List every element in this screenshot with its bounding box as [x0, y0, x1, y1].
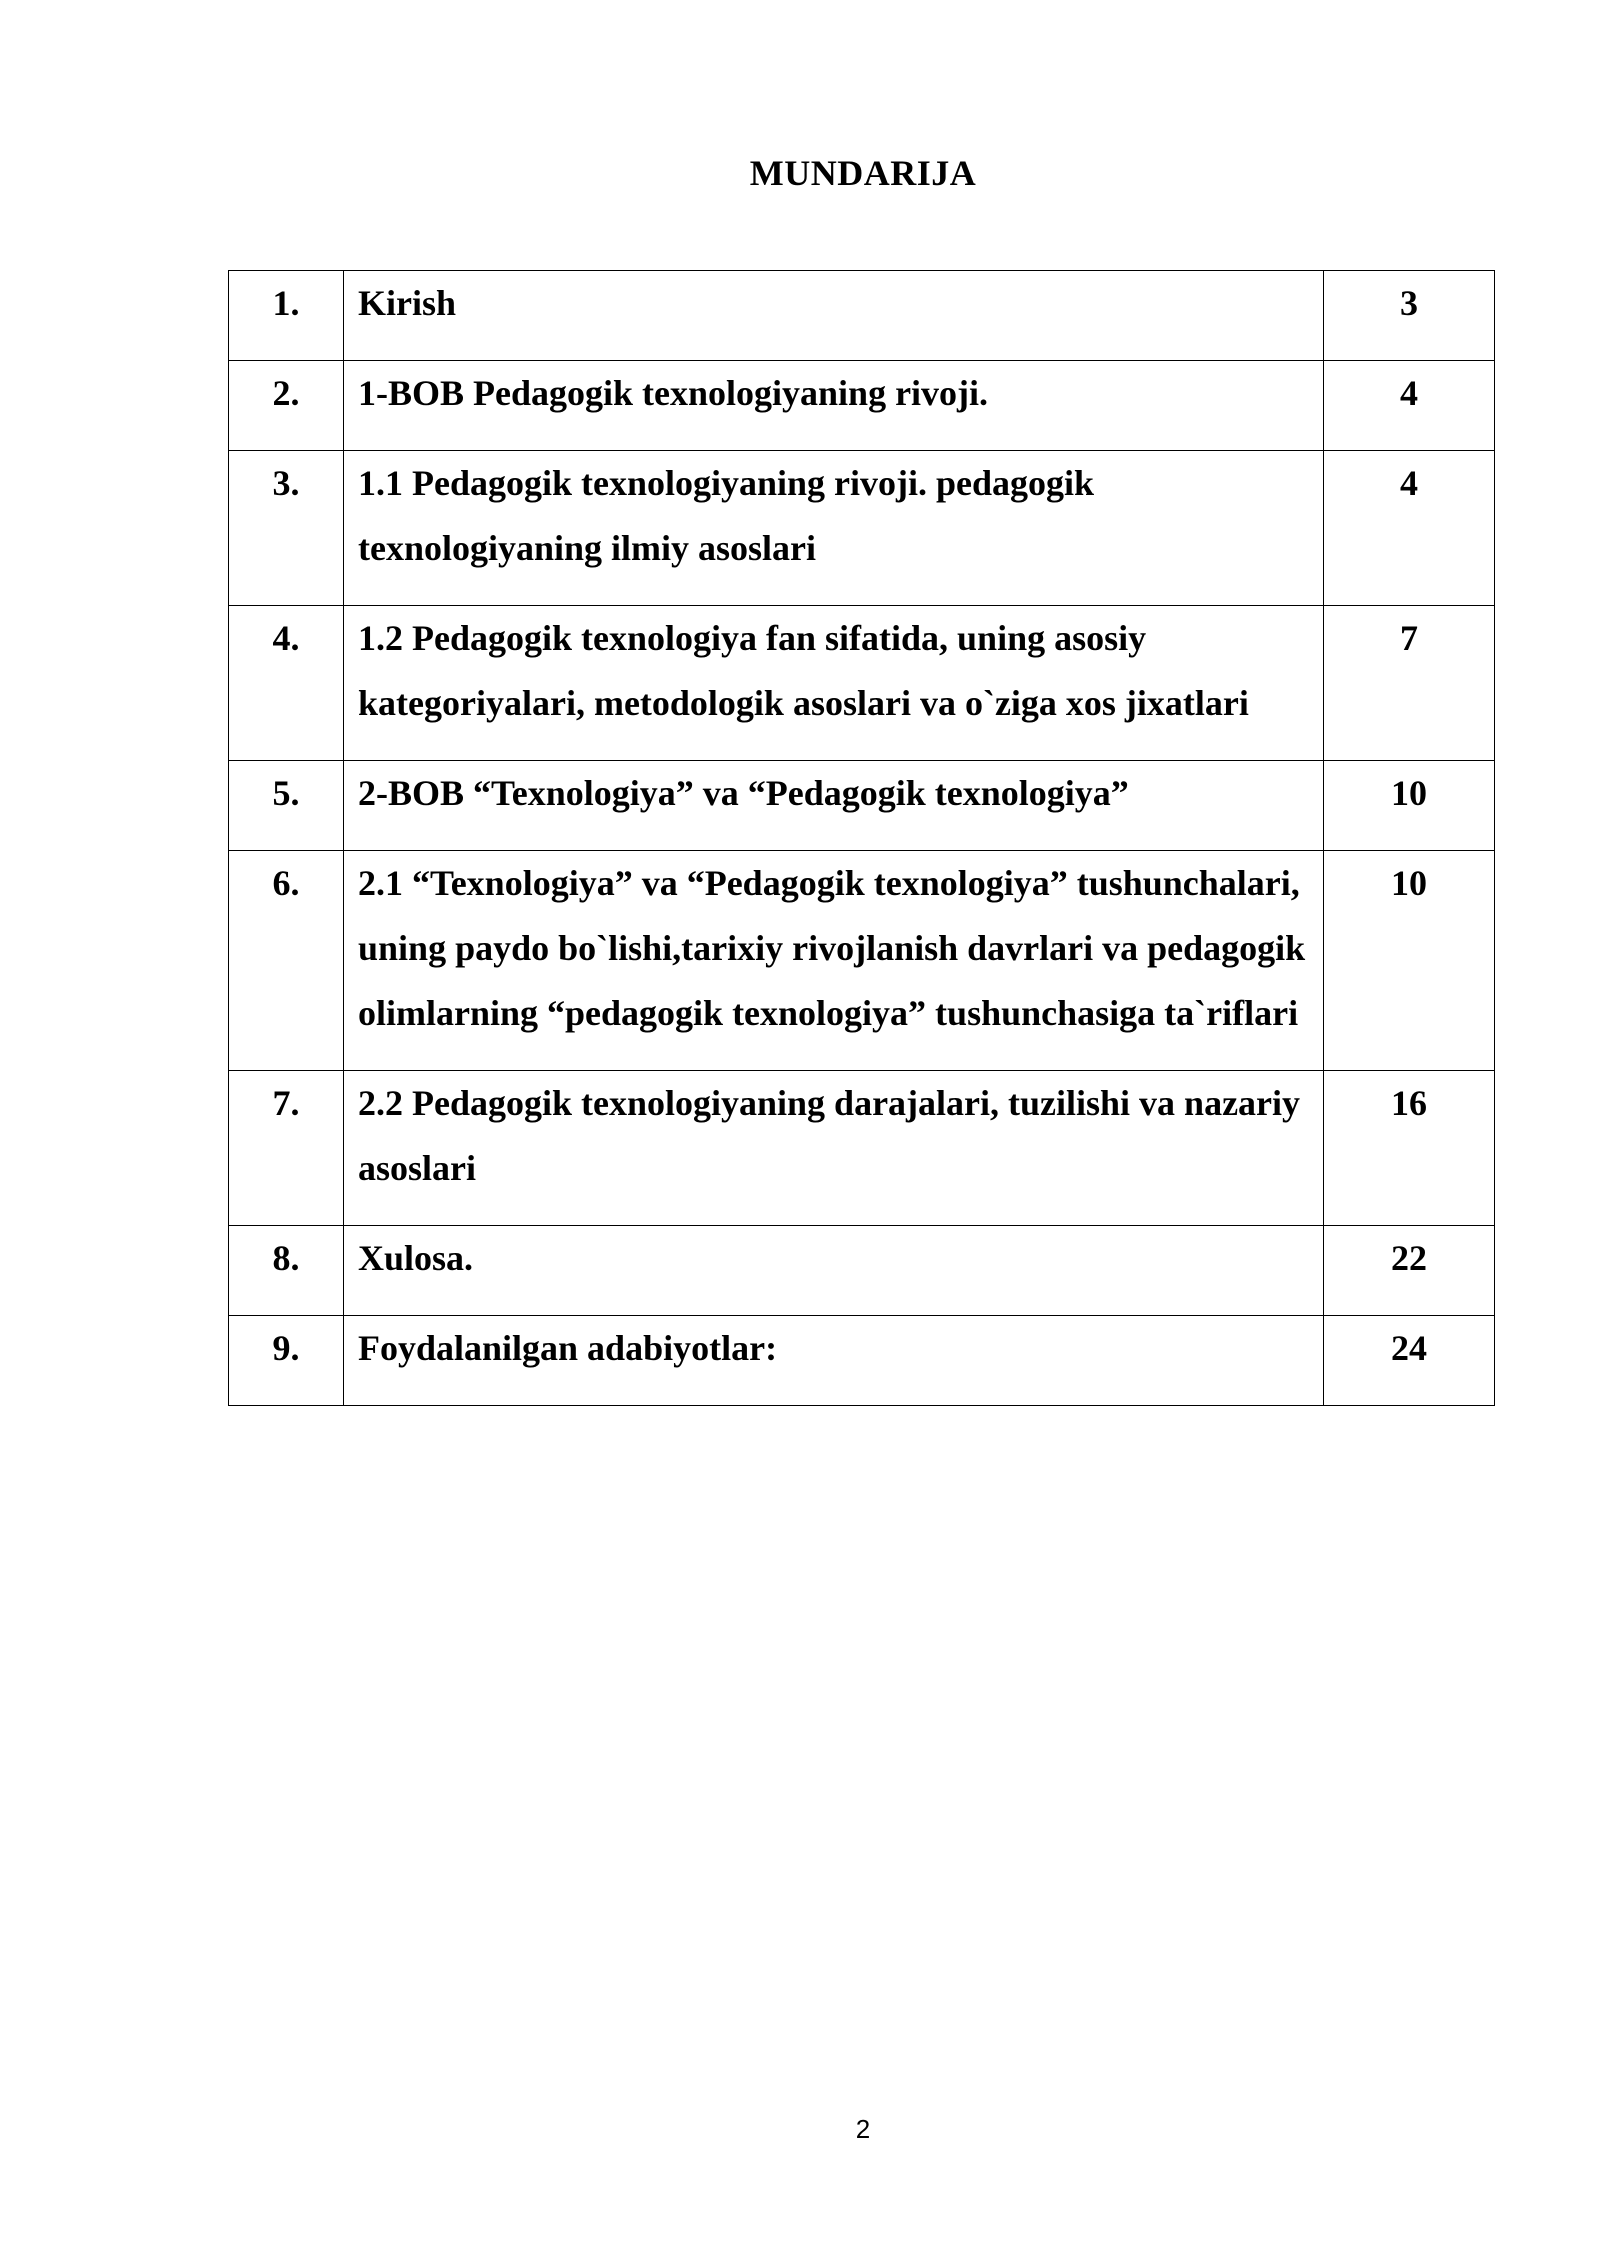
- toc-entry-page: 10: [1324, 761, 1495, 851]
- table-row: [229, 761, 1495, 851]
- toc-entry-title: 2.1 “Texnologiya” va “Pedagogik texnologiya” tushunchalari, uning paydo bo`lishi,tarixiy rivojlanish davrlari va pedagogik olimlarning “pedagogik texnologiya” tushunchasiga ta`riflari: [344, 851, 1324, 1071]
- toc-entry-page: 4: [1324, 451, 1495, 606]
- table-row: [229, 851, 1495, 1071]
- toc-entry-title: 1-BOB Pedagogik texnologiyaning rivoji.: [344, 361, 1324, 451]
- toc-entry-number: 6.: [229, 851, 344, 1071]
- toc-entry-page: 4: [1324, 361, 1495, 451]
- toc-entry-number: 8.: [229, 1226, 344, 1316]
- toc-entry-title: 1.2 Pedagogik texnologiya fan sifatida, uning asosiy kategoriyalari, metodologik asoslari va o`ziga xos jixatlari: [344, 606, 1324, 761]
- toc-entry-number: 9.: [229, 1316, 344, 1406]
- toc-entry-number: 4.: [229, 606, 344, 761]
- page-number: 2: [855, 2114, 871, 2144]
- table-row: [229, 271, 1495, 361]
- page-title: MUNDARIJA: [749, 153, 977, 193]
- table-row: [229, 1071, 1495, 1226]
- table-of-contents: [228, 270, 1495, 1406]
- table-row: [229, 1226, 1495, 1316]
- table-row: [229, 1316, 1495, 1406]
- toc-entry-number: 3.: [229, 451, 344, 606]
- toc-entry-page: 16: [1324, 1071, 1495, 1226]
- toc-entry-number: 5.: [229, 761, 344, 851]
- toc-entry-page: 10: [1324, 851, 1495, 1071]
- toc-entry-number: 1.: [229, 271, 344, 361]
- toc-entry-title: Xulosa.: [344, 1226, 1324, 1316]
- toc-entry-title: 2-BOB “Texnologiya” va “Pedagogik texnologiya”: [344, 761, 1324, 851]
- toc-entry-page: 7: [1324, 606, 1495, 761]
- toc-entry-page: 22: [1324, 1226, 1495, 1316]
- table-row: [229, 361, 1495, 451]
- toc-entry-title: Foydalanilgan adabiyotlar:: [344, 1316, 1324, 1406]
- toc-entry-page: 24: [1324, 1316, 1495, 1406]
- table-row: [229, 606, 1495, 761]
- toc-entry-title: 2.2 Pedagogik texnologiyaning darajalari, tuzilishi va nazariy asoslari: [344, 1071, 1324, 1226]
- toc-entry-title: Kirish: [344, 271, 1324, 361]
- table-row: [229, 451, 1495, 606]
- toc-entry-number: 7.: [229, 1071, 344, 1226]
- toc-entry-page: 3: [1324, 271, 1495, 361]
- toc-entry-number: 2.: [229, 361, 344, 451]
- toc-entry-title: 1.1 Pedagogik texnologiyaning rivoji. pedagogik texnologiyaning ilmiy asoslari: [344, 451, 1324, 606]
